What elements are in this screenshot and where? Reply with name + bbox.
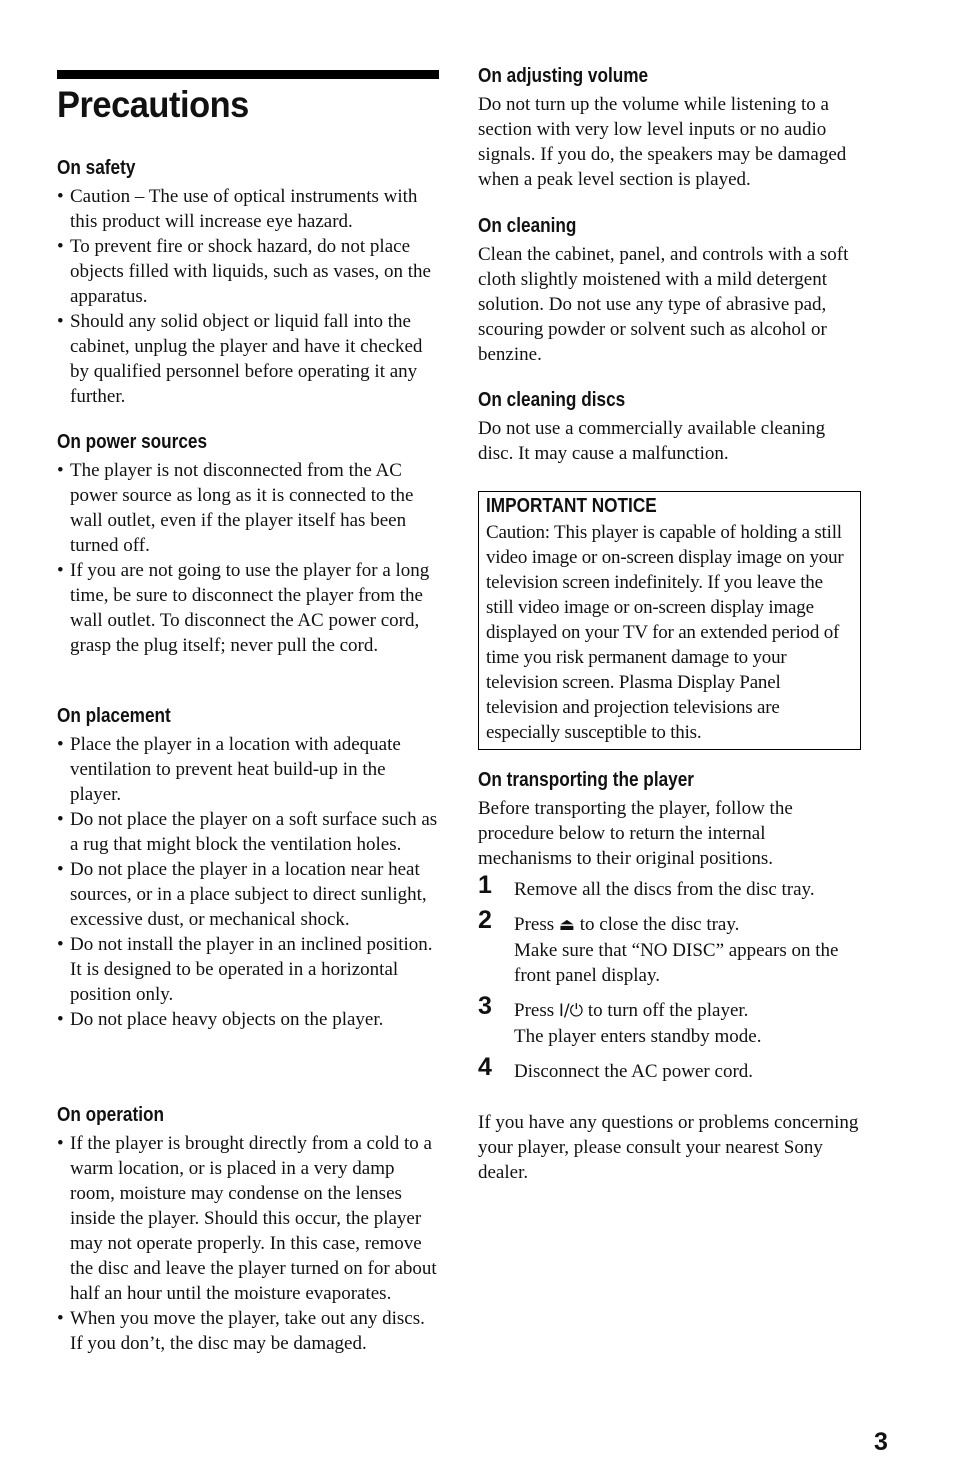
list-item: • Do not place heavy objects on the player. [57,1009,384,1030]
heading-operation: On operation [57,1104,165,1126]
list-item: • Should any solid object or liquid fall into the cabinet, unplug the player and have it checked by qualified personnel before operating it any further. [57,311,423,407]
heading-power: On power sources [57,431,208,453]
heading-placement: On placement [57,705,171,727]
step-number: 4 [478,1053,492,1081]
list-item: • Do not install the player in an inclined position. It is designed to be operated in a horizontal position only. [57,934,433,1005]
list-item: • To prevent fire or shock hazard, do not place objects filled with liquids, such as vases, on the apparatus. [57,236,431,307]
list-item: • Do not place the player in a location near heat sources, or in a place subject to direct sunlight, excessive dust, or mechanical shock. [57,859,427,930]
title-rule [57,70,439,79]
section-cleaning-discs [478,388,862,466]
section-cleaning [478,214,862,367]
list-item: • Caution – The use of optical instruments with this product will increase eye hazard. [57,186,418,232]
step-item: 4 Disconnect the AC power cord. [478,1053,754,1082]
page-title: Precautions [57,84,249,125]
important-notice-box [478,491,861,750]
section-transport [478,768,862,1094]
list-placement [57,732,439,1032]
section-operation [57,1103,439,1356]
list-safety [57,184,439,409]
list-item: • If you are not going to use the player for a long time, be sure to disconnect the player from the wall outlet. To disconnect the AC power cord, grasp the plug itself; never pull the cord. [57,560,430,656]
section-power [57,430,439,658]
page-number: 3 [874,1428,888,1456]
cleaning-text: Clean the cabinet, panel, and controls with a soft cloth slightly moistened with a mild detergent solution. Do not use any type of abrasive pad, scouring powder or solvent such as alcohol or benzine. [478,244,849,365]
step-number: 3 [478,992,492,1020]
list-item: • The player is not disconnected from the AC power source as long as it is connected to the wall outlet, even if the player itself has been turned off. [57,460,414,556]
list-item: • Do not place the player on a soft surface such as a rug that might block the ventilation holes. [57,809,438,855]
list-power [57,458,439,658]
heading-transport: On transporting the player [478,769,694,791]
section-volume [478,64,862,192]
heading-volume: On adjusting volume [478,65,649,87]
volume-text: Do not turn up the volume while listening to a section with very low level inputs or no audio signals. If you do, the speakers may be damaged when a peak level section is played. [478,94,847,190]
list-operation [57,1131,439,1356]
heading-cleaning-discs: On cleaning discs [478,389,626,411]
power-icon: I/⏻ [558,1001,584,1021]
list-item: • Place the player in a location with adequate ventilation to prevent heat build-up in the player. [57,734,401,805]
list-item: • If the player is brought directly from a cold to a warm location, or is placed in a very damp room, moisture may condense on the lenses inside the player. Should this occur, the player may not operate properly. In this case, remove the disc and leave the player turned on for about half an hour until the moisture evaporates. [57,1133,437,1304]
step-item: 1 Remove all the discs from the disc tray. [478,871,815,900]
step-note: The player enters standby mode. [514,1026,762,1047]
heading-important-notice: IMPORTANT NOTICE [486,495,657,517]
step-number: 2 [478,906,492,934]
transport-steps [478,871,862,1084]
step-item: 2 Press ⏏ to close the disc tray. Make sure that “NO DISC” appears on the front panel display. [478,912,862,988]
list-item: • When you move the player, take out any discs. If you don’t, the disc may be damaged. [57,1308,425,1354]
step-number: 1 [478,871,492,899]
transport-intro: Before transporting the player, follow the procedure below to return the internal mechanisms to their original positions. [478,798,793,869]
important-notice-text: Caution: This player is capable of holding a still video image or on-screen display image on your television screen indefinitely. If you leave the still video image or on-screen display image displayed on your TV for an extended period of time you risk permanent damage to your television screen. Plasma Display Panel television and projection televisions are especially susceptible to this. [486,522,844,743]
step-note: Make sure that “NO DISC” appears on the front panel display. [514,940,839,986]
section-safety [57,156,439,409]
cleaning-discs-text: Do not use a commercially available cleaning disc. It may cause a malfunction. [478,418,826,464]
heading-cleaning: On cleaning [478,215,577,237]
heading-safety: On safety [57,157,136,179]
closing-text: If you have any questions or problems concerning your player, please consult your nearest Sony dealer. [478,1112,859,1183]
eject-icon: ⏏ [558,915,575,935]
step-item: 3 Press I/⏻ to turn off the player. The player enters standby mode. [478,998,862,1049]
section-placement [57,704,439,1032]
